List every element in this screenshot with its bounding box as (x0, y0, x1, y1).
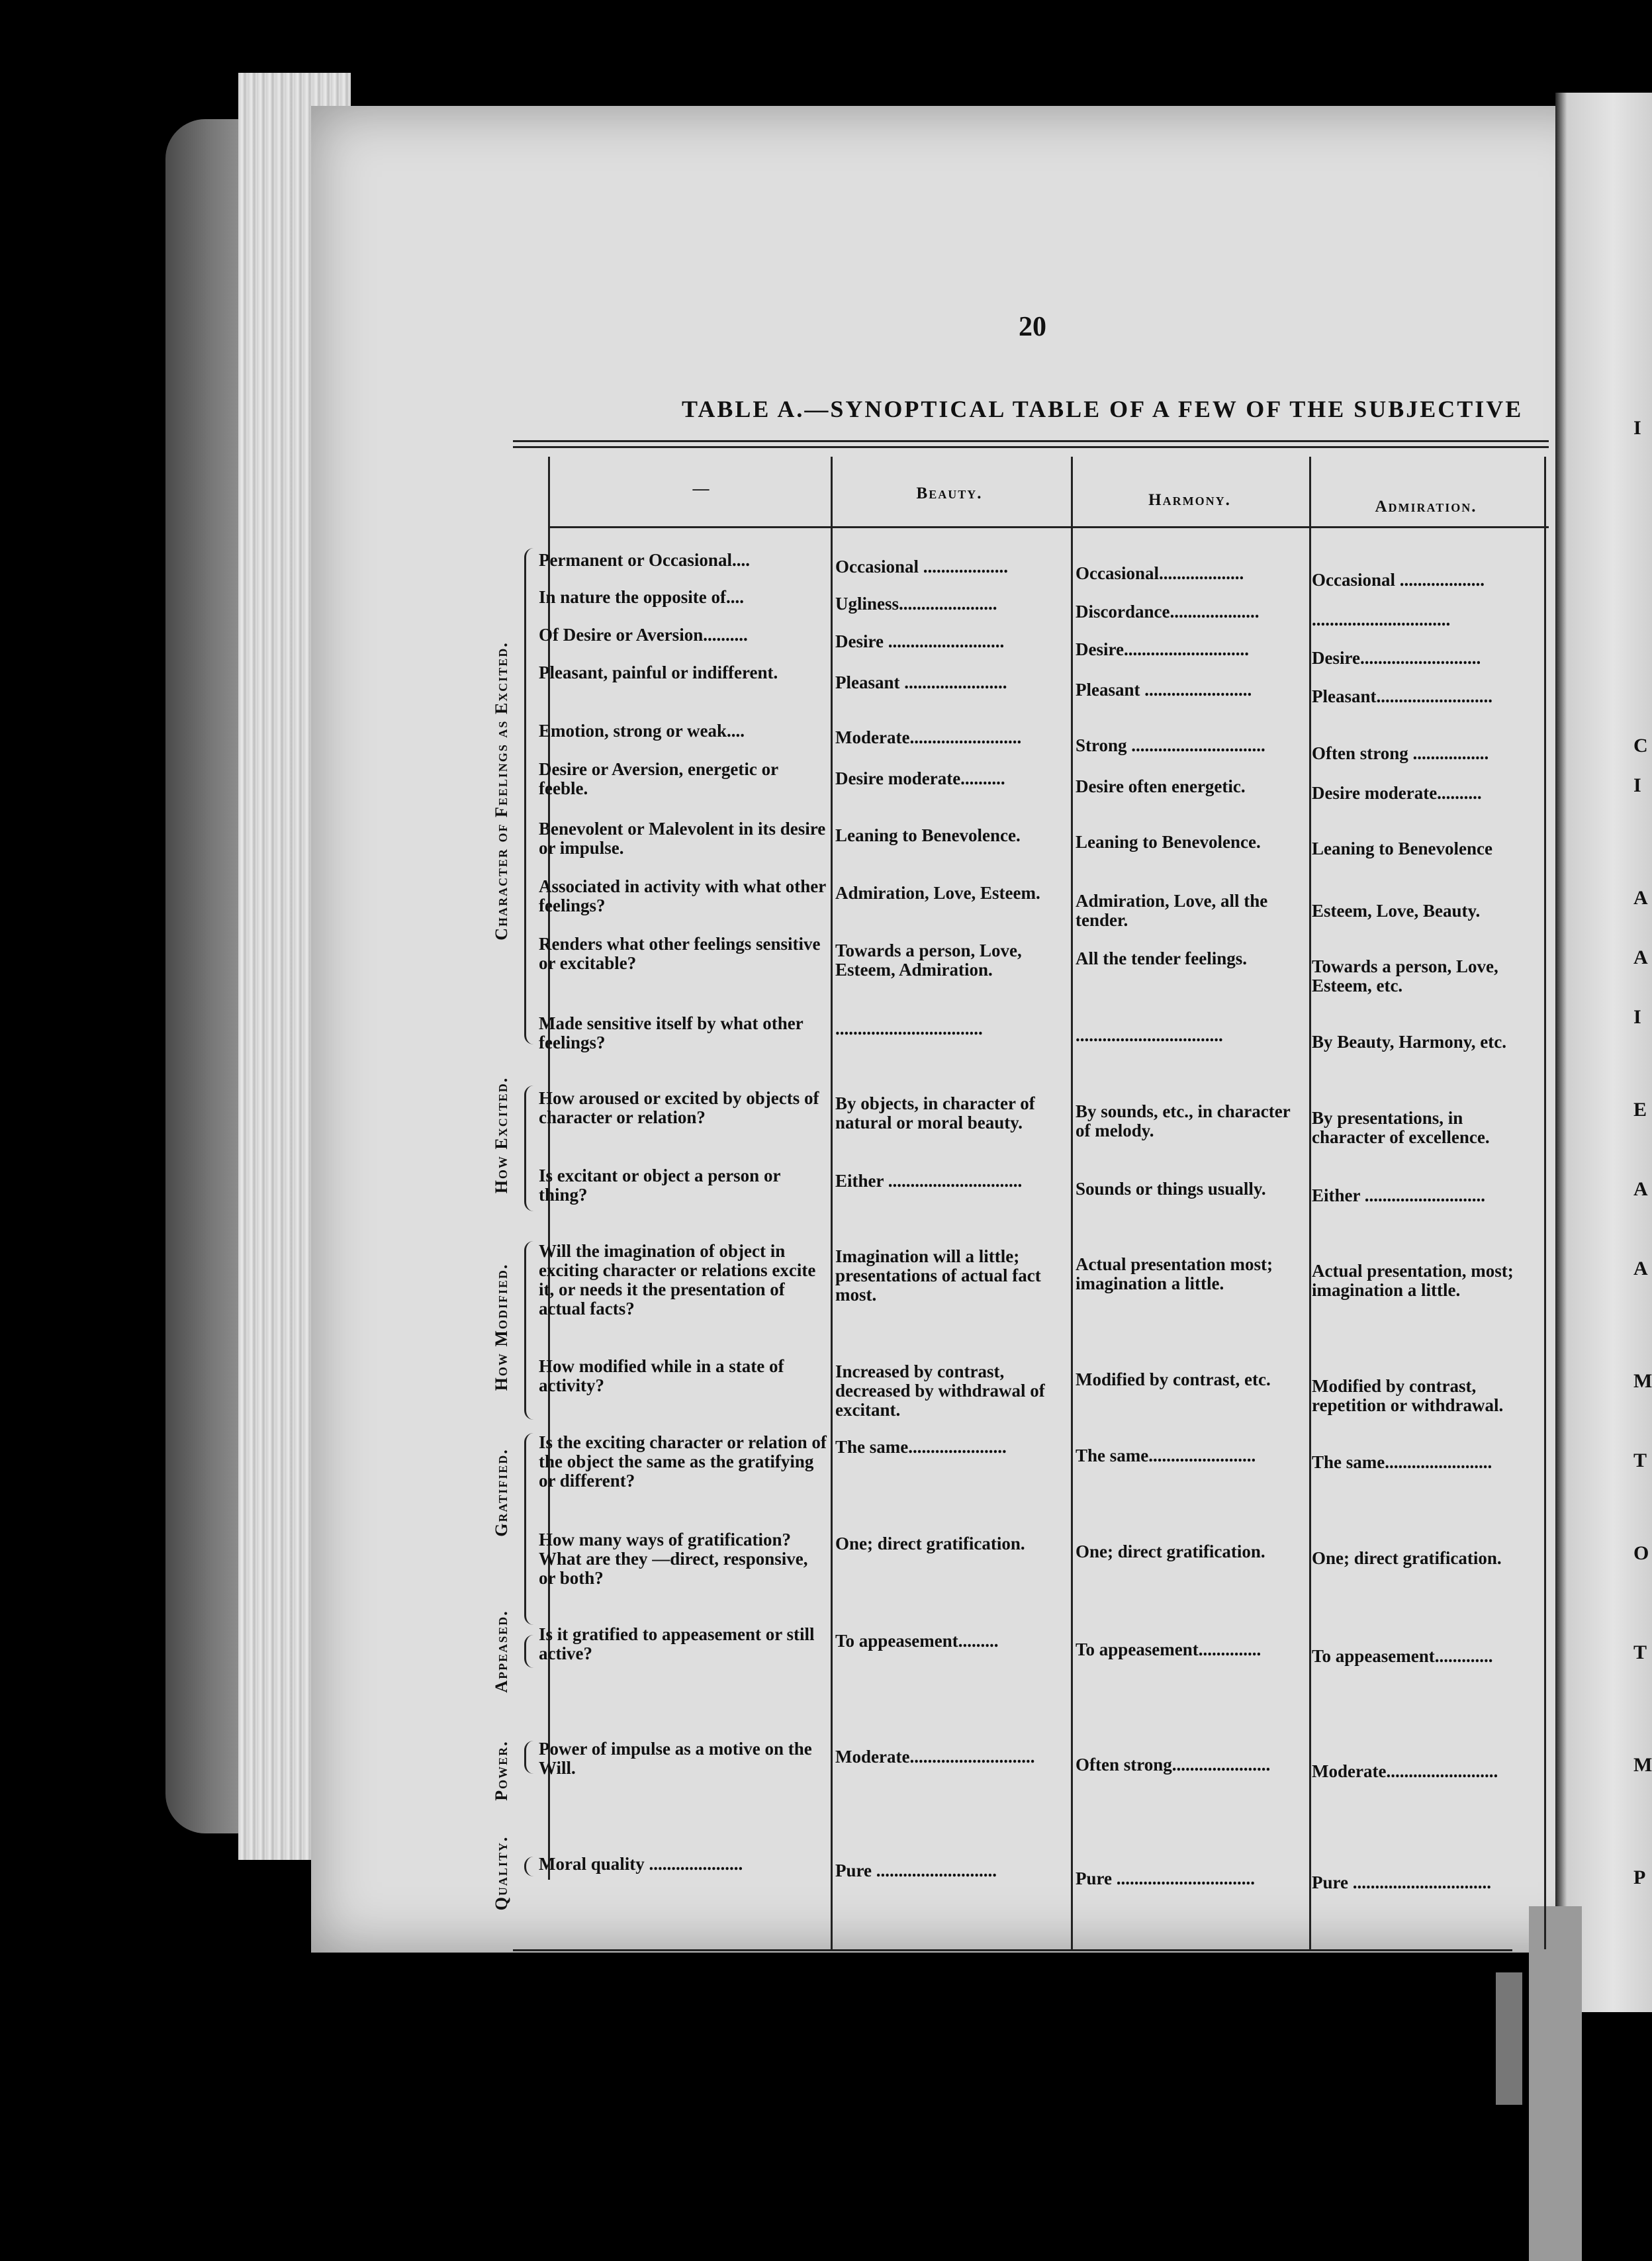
margin-letter: O (1633, 1542, 1649, 1564)
row-question: Desire or Aversion, energetic or feeble. (539, 759, 778, 798)
group-brace (524, 1741, 537, 1774)
cell-beauty: ................................. (835, 1019, 983, 1038)
col-divider (1071, 457, 1073, 1949)
cell-admiration: Towards a person, Love, Esteem, etc. (1312, 956, 1498, 995)
row-question: Made sensitive itself by what other feelings? (539, 1013, 803, 1052)
row-question: Of Desire or Aversion.......... (539, 625, 748, 645)
cell-admiration: Actual presentation, most; imagination a little. (1312, 1261, 1514, 1300)
cell-harmony: Pure ............................... (1076, 1869, 1255, 1888)
margin-letter: A (1633, 1258, 1648, 1279)
cell-beauty: Occasional ................... (835, 557, 1008, 577)
cell-harmony: One; direct gratification. (1076, 1542, 1265, 1561)
cell-harmony: Strong .............................. (1076, 735, 1265, 755)
cell-harmony: All the tender feelings. (1076, 948, 1247, 968)
table-bottom-rule (513, 1949, 1512, 1951)
cell-harmony: Admiration, Love, all the tender. (1076, 891, 1268, 930)
cell-admiration: Either ........................... (1312, 1185, 1485, 1205)
cell-beauty: Moderate......................... (835, 727, 1022, 747)
cell-admiration: ............................... (1312, 610, 1451, 629)
cell-beauty: To appeasement......... (835, 1631, 999, 1651)
cell-beauty: Increased by contrast, decreased by withdrawal of excitant. (835, 1361, 1045, 1420)
cell-admiration: Pleasant.......................... (1312, 686, 1492, 706)
margin-letter: T (1633, 1641, 1647, 1663)
col-header-harmony: Harmony. (1148, 491, 1231, 509)
cell-admiration: By presentations, in character of excellence. (1312, 1108, 1490, 1147)
cell-harmony: By sounds, etc., in character of melody. (1076, 1101, 1291, 1140)
margin-letter: M (1633, 1754, 1652, 1776)
row-question: Associated in activity with what other feelings? (539, 876, 826, 915)
margin-letter: I (1633, 774, 1641, 796)
cell-beauty: Leaning to Benevolence. (835, 825, 1021, 845)
cell-harmony: Occasional................... (1076, 563, 1244, 583)
margin-letter: P (1633, 1867, 1646, 1888)
facing-page-edge (1555, 93, 1652, 2012)
row-question: Benevolent or Malevolent in its desire or impulse. (539, 819, 826, 858)
binding-tape-shadow (1496, 1972, 1522, 2105)
cell-admiration: Modified by contrast, repetition or withdrawal. (1312, 1376, 1504, 1415)
table-title: TABLE A.—SYNOPTICAL TABLE OF A FEW OF THE SUBJECTIVE (682, 396, 1524, 422)
margin-letter: A (1633, 887, 1648, 909)
cell-admiration: Desire........................... (1312, 648, 1481, 668)
row-question: Power of impulse as a motive on the Will. (539, 1739, 812, 1778)
margin-letter: I (1633, 417, 1641, 439)
cell-admiration: To appeasement............. (1312, 1646, 1493, 1666)
group-brace (524, 1635, 537, 1668)
group-label-how-modified: How Modified. (492, 1263, 511, 1391)
cell-beauty: Ugliness...................... (835, 594, 997, 614)
group-brace (524, 1433, 537, 1625)
row-question: Permanent or Occasional.... (539, 550, 750, 570)
cell-beauty: Towards a person, Love, Esteem, Admiration. (835, 941, 1022, 980)
cell-admiration: Moderate......................... (1312, 1761, 1498, 1781)
cell-harmony: ................................. (1076, 1025, 1223, 1045)
cell-beauty: The same...................... (835, 1437, 1007, 1457)
cell-harmony: Modified by contrast, etc. (1076, 1369, 1271, 1389)
row-question: Is it gratified to appeasement or still active? (539, 1624, 815, 1663)
col-header-admiration: Admiration. (1375, 498, 1477, 516)
cell-admiration: Desire moderate.......... (1312, 783, 1482, 803)
cell-harmony: Desire often energetic. (1076, 776, 1246, 796)
group-label-how-excited: How Excited. (492, 1076, 511, 1194)
cell-admiration: Occasional ................... (1312, 570, 1485, 590)
cell-beauty: Imagination will a little; presentations of actual fact most. (835, 1246, 1041, 1305)
col-divider (831, 457, 833, 1949)
cell-beauty: Pleasant ....................... (835, 672, 1007, 692)
cell-admiration: By Beauty, Harmony, etc. (1312, 1032, 1506, 1052)
cell-beauty: Desire .......................... (835, 631, 1005, 651)
group-label-character: Character of Feelings as Excited. (492, 641, 511, 941)
cell-admiration: One; direct gratification. (1312, 1548, 1502, 1568)
cell-admiration: Esteem, Love, Beauty. (1312, 901, 1481, 921)
row-question: In nature the opposite of.... (539, 587, 745, 607)
cell-harmony: Often strong...................... (1076, 1755, 1271, 1775)
cell-harmony: The same........................ (1076, 1446, 1256, 1465)
col-header-blank: — (692, 480, 711, 498)
cell-harmony: Discordance.................... (1076, 602, 1260, 622)
col-divider (1309, 457, 1311, 1949)
cell-beauty: Moderate............................ (835, 1747, 1035, 1767)
cell-admiration: Leaning to Benevolence (1312, 839, 1492, 858)
col-divider (1544, 457, 1546, 1949)
cell-admiration: Often strong ................. (1312, 743, 1489, 763)
row-question: Renders what other feelings sensitive or excitable? (539, 934, 821, 973)
group-label-gratified: Gratified. (492, 1448, 511, 1537)
cell-beauty: Desire moderate.......... (835, 768, 1005, 788)
group-brace (524, 548, 537, 1044)
row-question: Emotion, strong or weak.... (539, 721, 745, 741)
margin-letter: M (1633, 1370, 1652, 1392)
binding-tape (1529, 1906, 1582, 2261)
cell-beauty: Either .............................. (835, 1171, 1023, 1191)
row-question: How aroused or excited by objects of character or relation? (539, 1088, 819, 1127)
margin-letter: E (1633, 1099, 1647, 1121)
group-brace (524, 1085, 537, 1211)
margin-letter: A (1633, 1178, 1648, 1200)
group-label-appeased: Appeased. (492, 1610, 511, 1693)
margin-letter: I (1633, 1006, 1641, 1028)
cell-beauty: By objects, in character of natural or moral beauty. (835, 1093, 1035, 1132)
margin-letter: T (1633, 1450, 1647, 1471)
cell-harmony: Leaning to Benevolence. (1076, 832, 1261, 852)
cell-harmony: Actual presentation most; imagination a little. (1076, 1254, 1273, 1293)
row-question: Is the exciting character or relation of the object the same as the gratifying or different? (539, 1432, 827, 1491)
margin-letter: A (1633, 946, 1648, 968)
page-number: 20 (1019, 312, 1046, 342)
header-rule (549, 526, 1549, 528)
group-brace (524, 1241, 537, 1420)
row-question: Moral quality ..................... (539, 1854, 743, 1874)
cell-harmony: Desire............................ (1076, 639, 1249, 659)
cell-beauty: One; direct gratification. (835, 1534, 1025, 1553)
cell-harmony: To appeasement.............. (1076, 1639, 1262, 1659)
cell-admiration: Pure ............................... (1312, 1872, 1491, 1892)
col-header-beauty: Beauty. (916, 484, 983, 502)
table-top-rule-2 (513, 446, 1549, 448)
row-question: How many ways of gratification? What are they —direct, responsive, or both? (539, 1530, 808, 1588)
group-label-power: Power. (492, 1740, 511, 1801)
cell-beauty: Admiration, Love, Esteem. (835, 883, 1040, 903)
group-brace (524, 1857, 537, 1876)
cell-admiration: The same........................ (1312, 1452, 1492, 1472)
table-top-rule (513, 440, 1549, 442)
row-question: Will the imagination of object in exciting character or relations excite it, or needs it the presentation of actual facts? (539, 1241, 816, 1318)
row-question: Is excitant or object a person or thing? (539, 1166, 780, 1205)
group-label-quality: Quality. (492, 1835, 511, 1911)
row-question: Pleasant, painful or indifferent. (539, 663, 778, 682)
cell-harmony: Sounds or things usually. (1076, 1179, 1266, 1199)
row-question: How modified while in a state of activity? (539, 1356, 784, 1395)
cell-beauty: Pure ........................... (835, 1861, 997, 1880)
cell-harmony: Pleasant ........................ (1076, 680, 1252, 700)
margin-letter: C (1633, 735, 1648, 757)
